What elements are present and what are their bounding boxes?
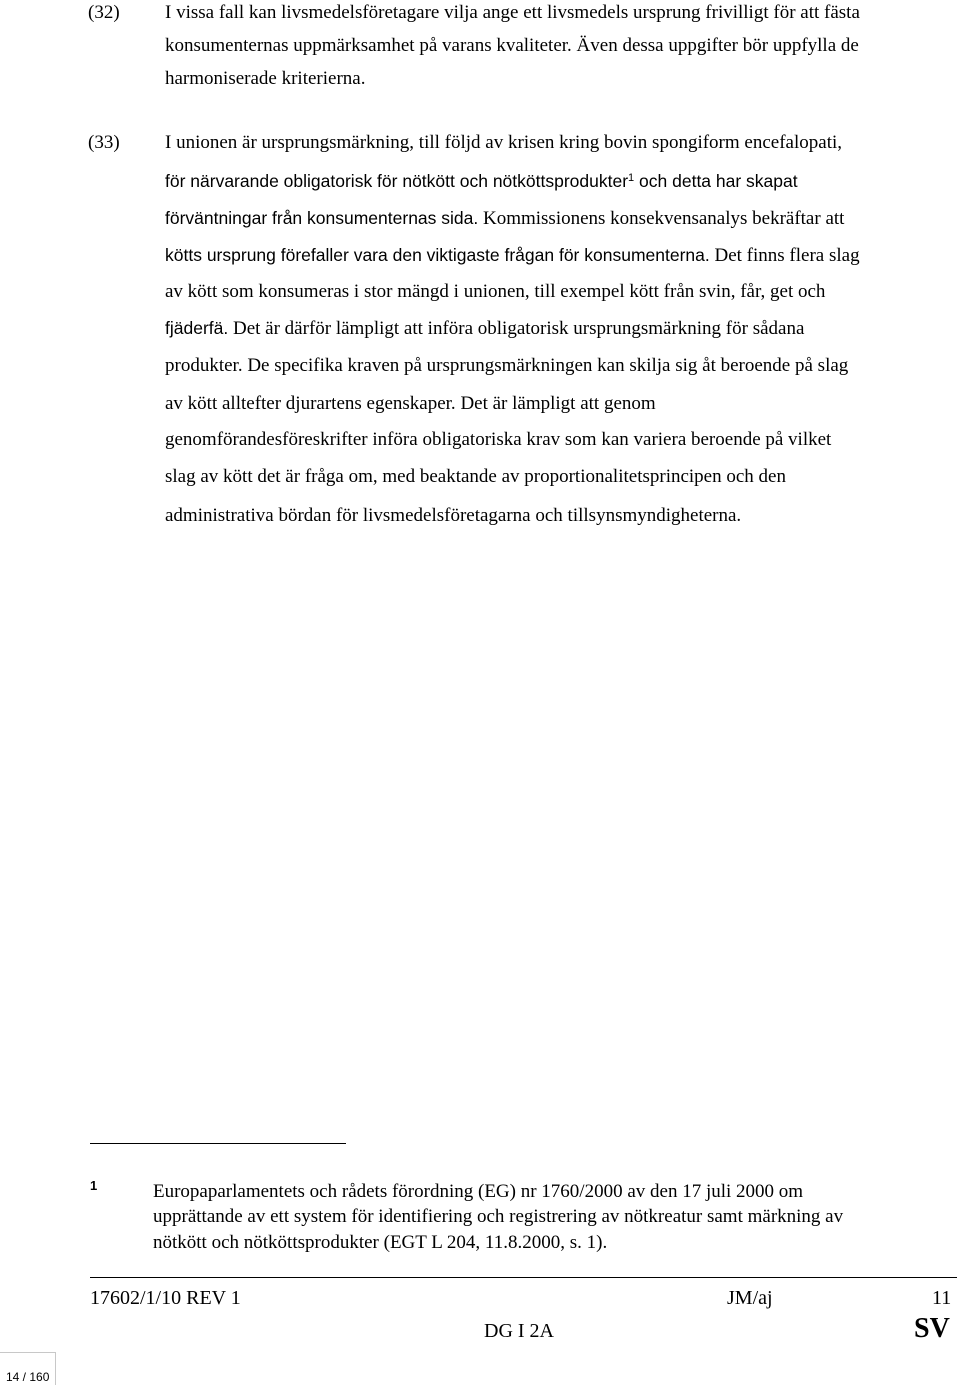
text-segment: Det finns flera slag xyxy=(709,245,860,266)
text-segment: kötts ursprung förefaller vara den viktigaste frågan för konsumenterna. xyxy=(165,245,710,265)
text-segment: produkter. xyxy=(165,355,243,376)
text-segment: för närvarande obligatorisk för nötkött och nötköttsprodukter xyxy=(165,171,629,191)
text-segment: förväntningar från konsumenternas sida. xyxy=(165,208,479,228)
text-line: I unionen är ursprungsmärkning, till följd av krisen kring bovin spongiform encefalopati, xyxy=(165,132,842,153)
directorate-general: DG I 2A xyxy=(484,1320,554,1342)
text-line: I vissa fall kan livsmedelsföretagare vilja ange ett livsmedels ursprung frivilligt för att fästa xyxy=(165,2,860,23)
text-line: av kött som konsumeras i stor mängd i unionen, till exempel kött från svin, får, get och xyxy=(165,281,826,302)
footnote-line: Europaparlamentets och rådets förordning (EG) nr 1760/2000 av den 17 juli 2000 om xyxy=(153,1181,804,1202)
text-line xyxy=(165,318,804,339)
text-line xyxy=(165,245,860,266)
text-line: genomförandesföreskrifter införa obligatoriska krav som kan variera beroende på vilket xyxy=(165,429,832,450)
text-line xyxy=(165,208,844,229)
language-code: SV xyxy=(914,1313,950,1344)
author-initials: JM/aj xyxy=(727,1287,773,1309)
text-segment: av kött alltefter djurartens egenskaper. xyxy=(165,393,456,414)
footnote-line: nötkött och nötköttsprodukter (EGT L 204, 11.8.2000, s. 1). xyxy=(153,1232,608,1253)
text-line: slag av kött det är fråga om, med beaktande av proportionalitetsprincipen och den xyxy=(165,466,786,487)
text-line xyxy=(165,171,798,191)
footnote-marker: 1 xyxy=(90,1178,98,1193)
paragraph-number: (32) xyxy=(88,2,120,23)
text-segment: De specifika kraven på ursprungsmärkningen kan skilja sig åt beroende på slag xyxy=(242,355,849,376)
page-indicator[interactable] xyxy=(0,1352,56,1385)
text-line xyxy=(165,356,848,376)
document-reference: 17602/1/10 REV 1 xyxy=(90,1287,241,1309)
footnote-reference[interactable]: 1 xyxy=(628,172,635,184)
footnote-line: upprättande av ett system för identifiering och registrering av nötkreatur samt märkning av xyxy=(153,1206,844,1227)
footnote-separator xyxy=(90,1143,346,1144)
text-segment: Kommissionens konsekvensanalys bekräftar att xyxy=(478,208,845,229)
text-segment: Det är lämpligt att genom xyxy=(455,393,656,414)
text-line: harmoniserade kriterierna. xyxy=(165,68,366,89)
text-line xyxy=(165,394,656,414)
text-line: konsumenternas uppmärksamhet på varans kvaliteter. Även dessa uppgifter bör uppfylla de xyxy=(165,35,859,56)
page-number: 11 xyxy=(932,1287,952,1309)
text-line: administrativa bördan för livsmedelsföretagarna och tillsynsmyndigheterna. xyxy=(165,505,742,526)
text-segment: och detta har skapat xyxy=(634,171,798,191)
footer-separator xyxy=(90,1277,957,1278)
text-segment: Det är därför lämpligt att införa obligatorisk ursprungsmärkning för sådana xyxy=(228,318,805,339)
page-indicator-label: 14 / 160 xyxy=(6,1370,50,1384)
text-segment: fjäderfä. xyxy=(165,318,229,338)
paragraph-number: (33) xyxy=(88,132,120,153)
